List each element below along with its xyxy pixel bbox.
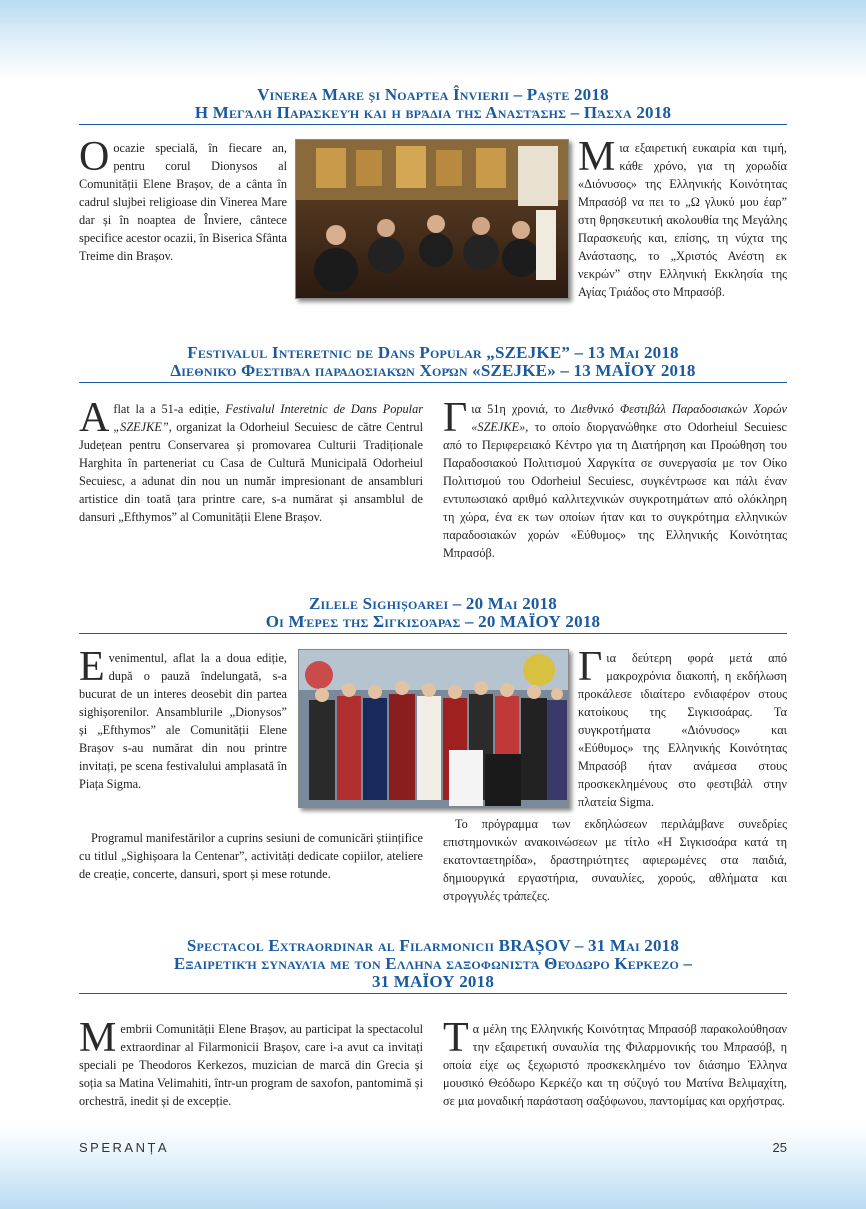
article-ro-text-cont: , organizat la Odorheiul Secuiesc de către Centrul Județean pentru Conservarea și promovarea Culturii Tradiționale Harghita în parteneriat cu Casa de Cultură Municipală Odorheiul Secuiesc, a adunat din nou un număr impresionant de ansambluri artistice din toată țara printre care, s-a numărat și ansamblul de dansuri „Efthymos” al Comunității Elene Brașov. — [79, 420, 423, 524]
title-rule — [79, 124, 787, 125]
article-ro-column — [79, 395, 423, 526]
drop-cap: A — [79, 395, 110, 441]
article-ro-text-p2: Programul manifestărilor a cuprins sesiuni de comunicări științifice cu titlul „Sighișoara la Centenar”, activități dedicate copiilor, ateliere de creație, concerte, dansuri, sport și mese rotunde. — [79, 831, 423, 881]
section-title-gr: Οι Μέρες της Σιγκισοάρας – 20 ΜΑΪΟΥ 2018 — [265, 612, 601, 631]
article-gr-paragraph-2 — [443, 815, 787, 905]
section-good-friday — [79, 86, 787, 125]
drop-cap: E — [79, 644, 105, 690]
bottom-gradient-band — [0, 1124, 866, 1209]
drop-cap: Τ — [443, 1015, 469, 1061]
section-title-ro: Spectacol Extraordinar al Filarmonicii BRAȘOV – 31 Mai 2018 — [186, 936, 680, 955]
photo-folk-ensemble — [298, 649, 569, 808]
article-gr-column — [578, 134, 787, 301]
article-gr-column — [578, 644, 787, 811]
festival-name: Festivalul Interetnic de Dans Popular „SZEJKE” — [113, 402, 423, 434]
article-gr-text: ια δεύτερη φορά μετά από μακροχρόνια διακοπή, η εκδήλωση προκάλεσε ιδιαίτερο ενδιαφέρον στους κατοίκους της Σιγκισοάρας. Τα συγκροτήματα «Διόνυσος» και «Εύθυμος» της Ελληνικής Κοινότητας Μπρασόβ ήταν ανάμεσα στους προσκεκλημένους στο φεστιβάλ στην πλατεία Sigma. — [578, 651, 787, 809]
photo-choir-church — [295, 139, 569, 299]
article-ro-text: embrii Comunității Elene Brașov, au participat la spectacolul extraordinar al Filarmonicii Brașov, care i-a avut ca invitați speciali pe Theodoros Kerkezos, muzician de marcă din Grecia și soția sa Matina Velimahiti, într-un program de saxofon, pantomimă și orchestră, inedit și de excepție. — [79, 1022, 423, 1108]
magazine-name: SPERANȚA — [79, 1140, 170, 1155]
article-ro-text: ocazie specială, în fiecare an, pentru corul Dionysos al Comunității Elene Brașov, de a cânta în cadrul slujbei religioase din Vinerea Mare dar și în noaptea de Înviere, cântece specifice acestor ocazii, în Biserica Sfânta Treime din Brașov. — [79, 141, 287, 263]
section-title-ro: Zilele Sighișoarei – 20 Mai 2018 — [308, 594, 558, 613]
page-number: 25 — [772, 1140, 787, 1155]
folk-ensemble-image — [299, 650, 568, 807]
title-rule — [79, 382, 787, 383]
article-gr-column — [443, 395, 787, 562]
article-gr-text: ια εξαιρετική ευκαιρία και τιμή, κάθε χρόνο, για τη χορωδία «Διόνυσος» της Ελληνικής Κοινότητας Μπρασόβ να πει το „Ω γλυκύ μου έαρ” στη θρησκευτική ακολουθία της Μεγάλης Παρασκευής και, επίσης, τη νύχτα της Ανάστασης, το „Χριστός Ανέστη εκ νεκρών” στην Ελληνική Εκκλησία της Αγίας Τριάδος στο Μπρασόβ. — [578, 141, 787, 299]
drop-cap: O — [79, 134, 110, 180]
article-ro-text: flat la a 51-a ediție, — [113, 402, 226, 416]
section-title-gr: Η Μεγάλη Παρασκευή και η βράδια της Αναστάσης – Πάσχα 2018 — [194, 103, 672, 122]
section-title-gr: Διεθνικό Φεστιβάλ παραδοσιακών Χορών «SZEJKE» – 13 ΜΑΪΟΥ 2018 — [170, 361, 696, 380]
article-ro-column — [79, 134, 287, 265]
section-philharmonic — [79, 937, 787, 994]
title-rule — [79, 993, 787, 994]
article-ro-paragraph-2 — [79, 829, 423, 883]
article-ro-column — [79, 644, 287, 793]
top-gradient-band — [0, 0, 866, 80]
article-ro-column — [79, 1015, 423, 1110]
section-title-ro: Vinerea Mare și Noaptea Învierii – Paște 2018 — [257, 85, 609, 104]
section-title-ro: Festivalul Interetnic de Dans Popular „SZEJKE” – 13 Mai 2018 — [187, 343, 679, 362]
drop-cap: Γ — [578, 644, 603, 690]
title-rule — [79, 633, 787, 634]
section-title-gr: Εξαιρετική συναυλία με τον Ελληνα σαξοφωνιστά Θεόδωρο Κερκεζο – — [173, 954, 693, 973]
article-ro-text: venimentul, aflat la a doua ediție, după o pauză îndelungată, s-a bucurat de un interes deosebit din partea sighișorenilor. Ansamblurile „Dionysos” și „Efthymos” ale Comunității Elene Brașov s-au numărat din nou printre invitați, pe scena festivalului amplasată în Piața Sigma. — [79, 651, 287, 791]
festival-name: Διεθνικό Φεστιβάλ Παραδοσιακών Χορών «SZEJKE» — [471, 402, 787, 434]
choir-church-image — [296, 140, 568, 298]
drop-cap: M — [79, 1015, 117, 1061]
section-sighisoara — [79, 595, 787, 634]
section-szejke — [79, 344, 787, 383]
article-gr-text: α μέλη της Ελληνικής Κοινότητας Μπρασόβ παρακολούθησαν την εξαιρετική συναυλία της Φιλαρμονικής του Μπρασόβ, η οποία είχε ως ξεχωριστό προσκεκλημένο τον διάσημο Έλληνα μουσικό Θεόδωρο Κερκέζο και τη σύζυγό του Ματίνα Βελιμαχίτη, σε μια μοναδική παράσταση σαξόφωνου, παντομίμας και ορχήστρας. — [443, 1022, 787, 1108]
section-title-gr-date: 31 ΜΑΪΟΥ 2018 — [371, 972, 495, 991]
drop-cap: Μ — [578, 134, 616, 180]
drop-cap: Γ — [443, 395, 468, 441]
article-gr-text-p2: Το πρόγραμμα των εκδηλώσεων περιλάμβανε συνεδρίες επιστημονικών ανακοινώσεων με τίτλο «Η Σιγκισοάρα κατά τη εκατονταετηρίδα», δραστηριότητες αφιερωμένες στα παιδιά, δημιουργικά εργαστήρια, συναυλίες, χορούς, αθλήματα και στρογγυλές τράπεζες. — [443, 817, 787, 903]
article-gr-column — [443, 1015, 787, 1110]
article-gr-text-cont: , το οποίο διοργανώθηκε στο Odorheiul Secuiesc από το Περιφερειακό Κέντρο για τη Διατήρηση και Προώθηση του Παραδοσιακού Πολιτισμού Χαργκίτα σε συνεργασία με τον Οίκο Πολιτισμού του Odorheiul Secuiesc, συγκέντρωσε και πάλι έναν εντυπωσιακό αριθμό καλλιτεχνικών συγκροτημάτων από ολόκληρη τη χώρα, ένα εκ των οποίων ήταν και το συγκρότημα ελληνικών παραδοσιακών χορών «Εύθυμος» της Ελληνικής Κοινότητας Μπρασόβ. — [443, 420, 787, 560]
article-gr-text: ια 51η χρονιά, το — [471, 402, 572, 416]
